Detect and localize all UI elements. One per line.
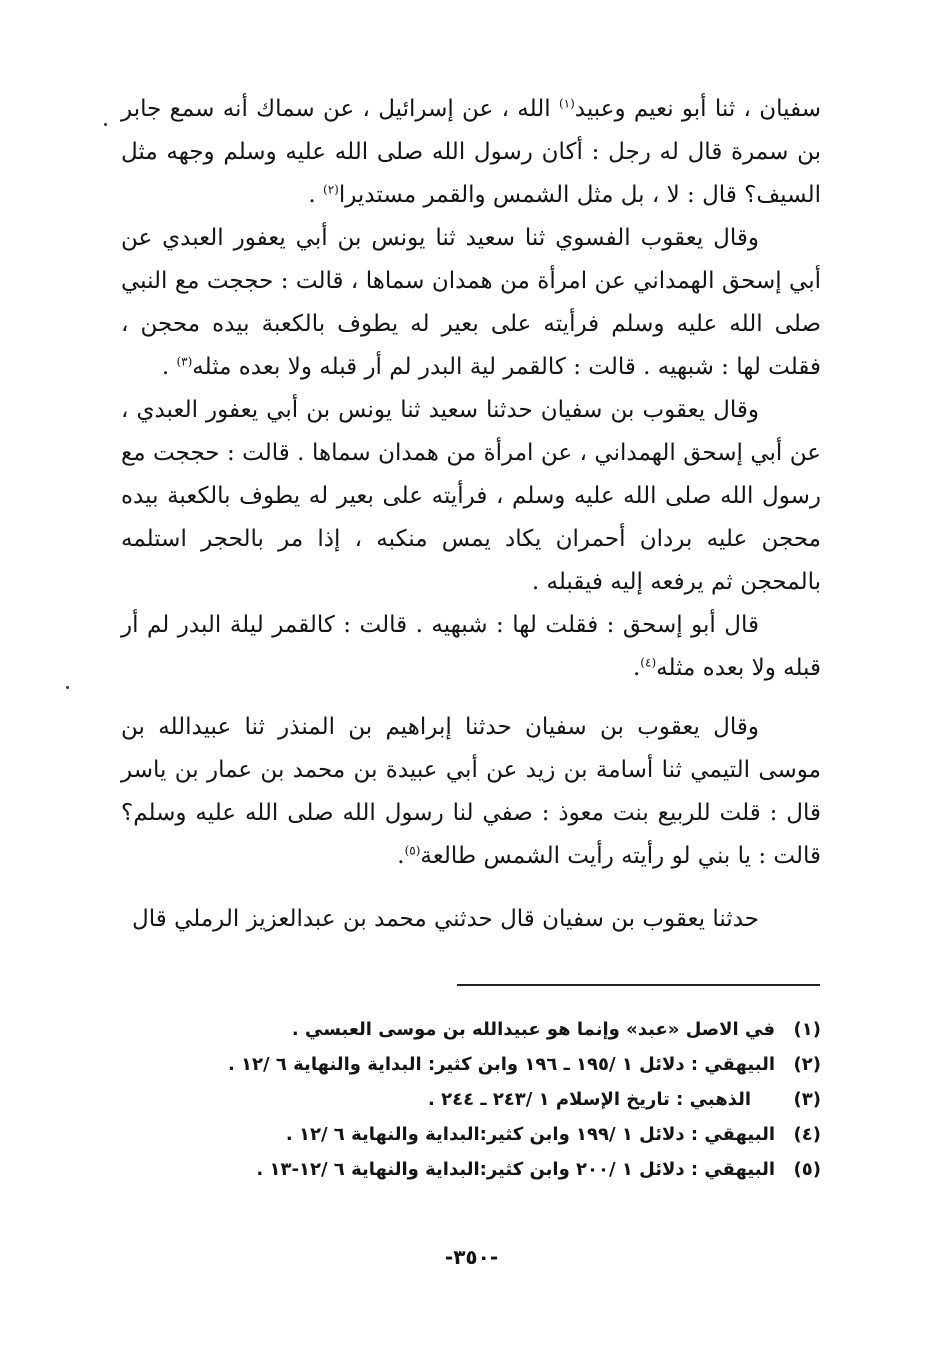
footnote-number: (٣) bbox=[793, 1089, 821, 1110]
footnote-number: (٥) bbox=[793, 1159, 821, 1180]
footnote-number: (٤) bbox=[793, 1124, 821, 1145]
footnote-divider bbox=[457, 984, 820, 986]
scan-speck bbox=[104, 123, 107, 126]
footnote-number: (١) bbox=[793, 1019, 821, 1040]
footnote-item bbox=[121, 1082, 821, 1117]
paragraph-6: حدثنا يعقوب بن سفيان قال حدثني محمد بن عبدالعزيز الرملي قال bbox=[132, 906, 759, 932]
paragraph-2: وقال يعقوب الفسوي ثنا سعيد ثنا يونس بن أبي يعفور العبدي عن أبي إسحق الهمداني عن امرأة من همدان سماها ، قالت : حججت مع النبي صلى الله عليه وسلم فرأيته على بعير له يطوف بالكعبة بيده محجن ، فقلت لها : شبهيه . قالت : كالقمر لية البدر لم أر قبله ولا بعده مثله$^{(٣)}$ . bbox=[121, 225, 821, 380]
footnote-marker: (١) bbox=[558, 96, 575, 111]
footnote-text: البيهقي : دلائل ١ /٢٠٠ وابن كثير:البداية والنهاية ٦ /١٢-١٣ . bbox=[256, 1159, 775, 1180]
footnote-number: (٢) bbox=[793, 1054, 821, 1075]
footnote-item bbox=[121, 1152, 821, 1187]
footnote-text: الذهبي : تاريخ الإسلام ١ /٢٤٣ ـ ٢٤٤ . bbox=[428, 1089, 751, 1110]
footnote-item bbox=[121, 1117, 821, 1152]
paragraph-3: وقال يعقوب بن سفيان حدثنا سعيد ثنا يونس بن أبي يعفور العبدي ، عن أبي إسحق الهمداني ، عن امرأة من همدان سماها . قالت : حججت مع رسول الله صلى الله عليه وسلم ، فرأيته على بعير له يطوف بالكعبة بيده محجن عليه بردان أحمران يكاد يمس منكبه ، إذا مر بالحجر استلمه بالمحجن ثم يرفعه إليه فيقبله . bbox=[121, 397, 821, 595]
main-text bbox=[121, 88, 821, 941]
scan-speck bbox=[66, 686, 69, 689]
footnote-item bbox=[121, 1012, 821, 1047]
footnote-text: البيهقي : دلائل ١ /١٩٥ ـ ١٩٦ وابن كثير: البداية والنهاية ٦ /١٢ . bbox=[227, 1054, 775, 1075]
paragraph-5: وقال يعقوب بن سفيان حدثنا إبراهيم بن المنذر ثنا عبيدالله بن موسى التيمي ثنا أسامة بن زيد عن أبي عبيدة بن محمد بن عمار بن ياسر قال : قلت للربيع بنت معوذ : صفي لنا رسول الله صلى الله عليه وسلم؟ قالت : يا بني لو رأيته رأيت الشمس طالعة$^{(٥)}$. bbox=[121, 714, 821, 869]
footnote-text: في الاصل «عبد» وإنما هو عبيدالله بن موسى العبسي . bbox=[291, 1019, 775, 1040]
footnote-marker: (٥) bbox=[404, 843, 421, 858]
paragraph-1: سفيان ، ثنا أبو نعيم وعبيد$^{(١)}$ الله ، عن إسرائيل ، عن سماك أنه سمع جابر بن سمرة قال له رجل : أكان رسول الله صلى الله عليه وسلم وجهه مثل السيف؟ قال : لا ، بل مثل الشمس والقمر مستديرا$^{(٢)}$ . bbox=[121, 96, 821, 208]
page-number: -٣٥٠- bbox=[444, 1245, 499, 1269]
paragraph-4: قال أبو إسحق : فقلت لها : شبهيه . قالت : كالقمر ليلة البدر لم أر قبله ولا بعده مثله$^{(٤)}$. bbox=[121, 612, 821, 681]
footnote-text: البيهقي : دلائل ١ /١٩٩ وابن كثير:البداية والنهاية ٦ /١٢ . bbox=[285, 1124, 775, 1145]
footnote-marker: (٣) bbox=[176, 354, 193, 369]
footnote-item bbox=[121, 1047, 821, 1082]
footnote-marker: (٢) bbox=[323, 182, 339, 197]
footnote-marker: (٤) bbox=[640, 655, 657, 670]
footnotes bbox=[121, 1012, 821, 1187]
